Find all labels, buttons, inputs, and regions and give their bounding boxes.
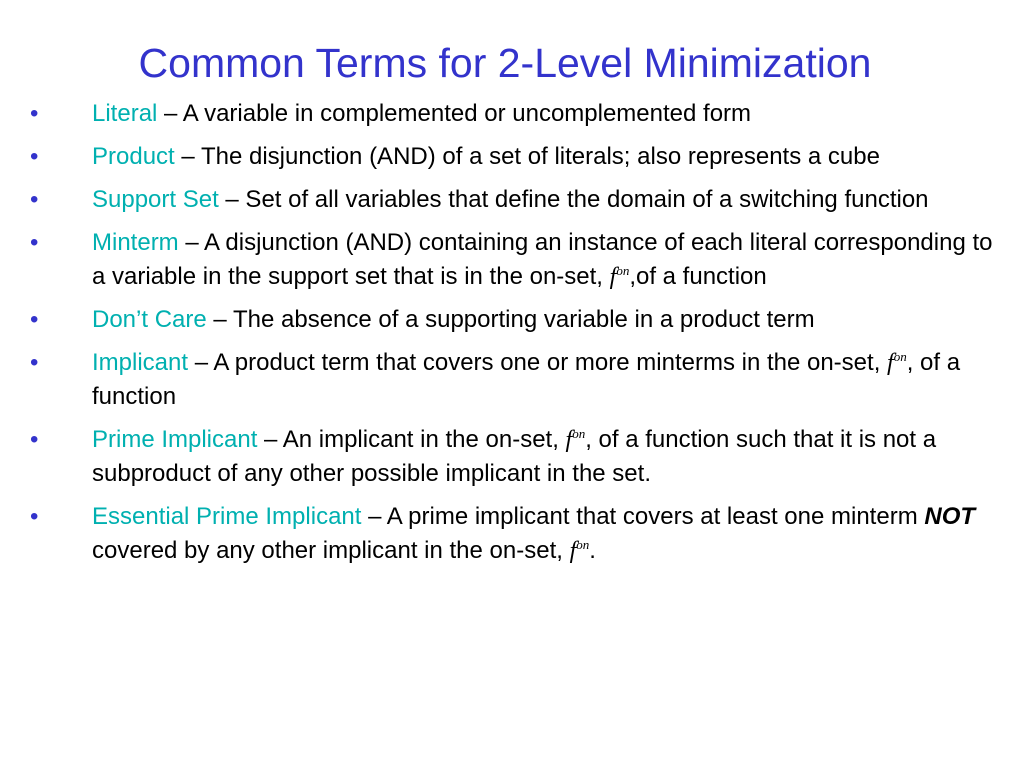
emphasis-not: NOT	[924, 503, 976, 530]
f-on-symbol: $f^{on}$	[609, 263, 630, 290]
bullet-icon: •	[30, 143, 39, 170]
term-product: Product	[92, 143, 175, 170]
list-item-support-set	[30, 183, 1005, 217]
definition-text-cont: ,of a function	[629, 263, 767, 290]
definition-text-cont: , of a function such that it is not a subproduct of any other possible implicant in the set.	[92, 426, 937, 487]
term-implicant: Implicant	[92, 349, 189, 376]
definition-text-end: .	[589, 537, 596, 564]
definition-text-cont: covered by any other implicant in the on-set,	[92, 537, 570, 564]
term-literal: Literal	[92, 100, 158, 127]
definition-text: – A variable in complemented or uncomplemented form	[157, 100, 752, 127]
bullet-icon: •	[30, 503, 39, 530]
definition-text: – The disjunction (AND) of a set of literals; also represents a cube	[174, 143, 880, 170]
definition-text: – The absence of a supporting variable in a product term	[206, 306, 815, 333]
definitions-list	[30, 97, 1005, 577]
list-item-essential-prime-implicant	[30, 500, 1005, 568]
slide-title: Common Terms for 2-Level Minimization	[138, 40, 872, 86]
bullet-icon: •	[30, 186, 39, 213]
bullet-icon: •	[30, 426, 39, 453]
definition-text: – An implicant in the on-set,	[257, 426, 566, 453]
definition-text: – A prime implicant that covers at least one minterm	[361, 503, 925, 530]
bullet-icon: •	[30, 100, 39, 127]
f-on-symbol: $f^{on}$	[887, 349, 907, 376]
bullet-icon: •	[30, 349, 39, 376]
definition-text-cont: , of a function	[92, 349, 961, 410]
list-item-prime-implicant	[30, 423, 1005, 491]
definition-text: – Set of all variables that define the domain of a switching function	[218, 186, 929, 213]
term-essential-prime-implicant: Essential Prime Implicant	[92, 503, 362, 530]
list-item-dont-care	[30, 303, 1005, 337]
term-dont-care: Don’t Care	[92, 306, 207, 333]
list-item-minterm	[30, 226, 1005, 294]
f-on-symbol: $f^{on}$	[569, 537, 590, 564]
bullet-icon: •	[30, 306, 39, 333]
list-item-product	[30, 140, 1005, 174]
definition-text: – A disjunction (AND) containing an instance of each literal corresponding to a variable in the support set that is in the on-set,	[92, 229, 993, 290]
list-item-implicant	[30, 346, 1005, 414]
term-minterm: Minterm	[92, 229, 179, 256]
term-prime-implicant: Prime Implicant	[92, 426, 258, 453]
term-support-set: Support Set	[92, 186, 219, 213]
bullet-icon: •	[30, 229, 39, 256]
definition-text: – A product term that covers one or more minterms in the on-set,	[188, 349, 888, 376]
list-item-literal	[30, 97, 1005, 131]
f-on-symbol: $f^{on}$	[565, 426, 586, 453]
